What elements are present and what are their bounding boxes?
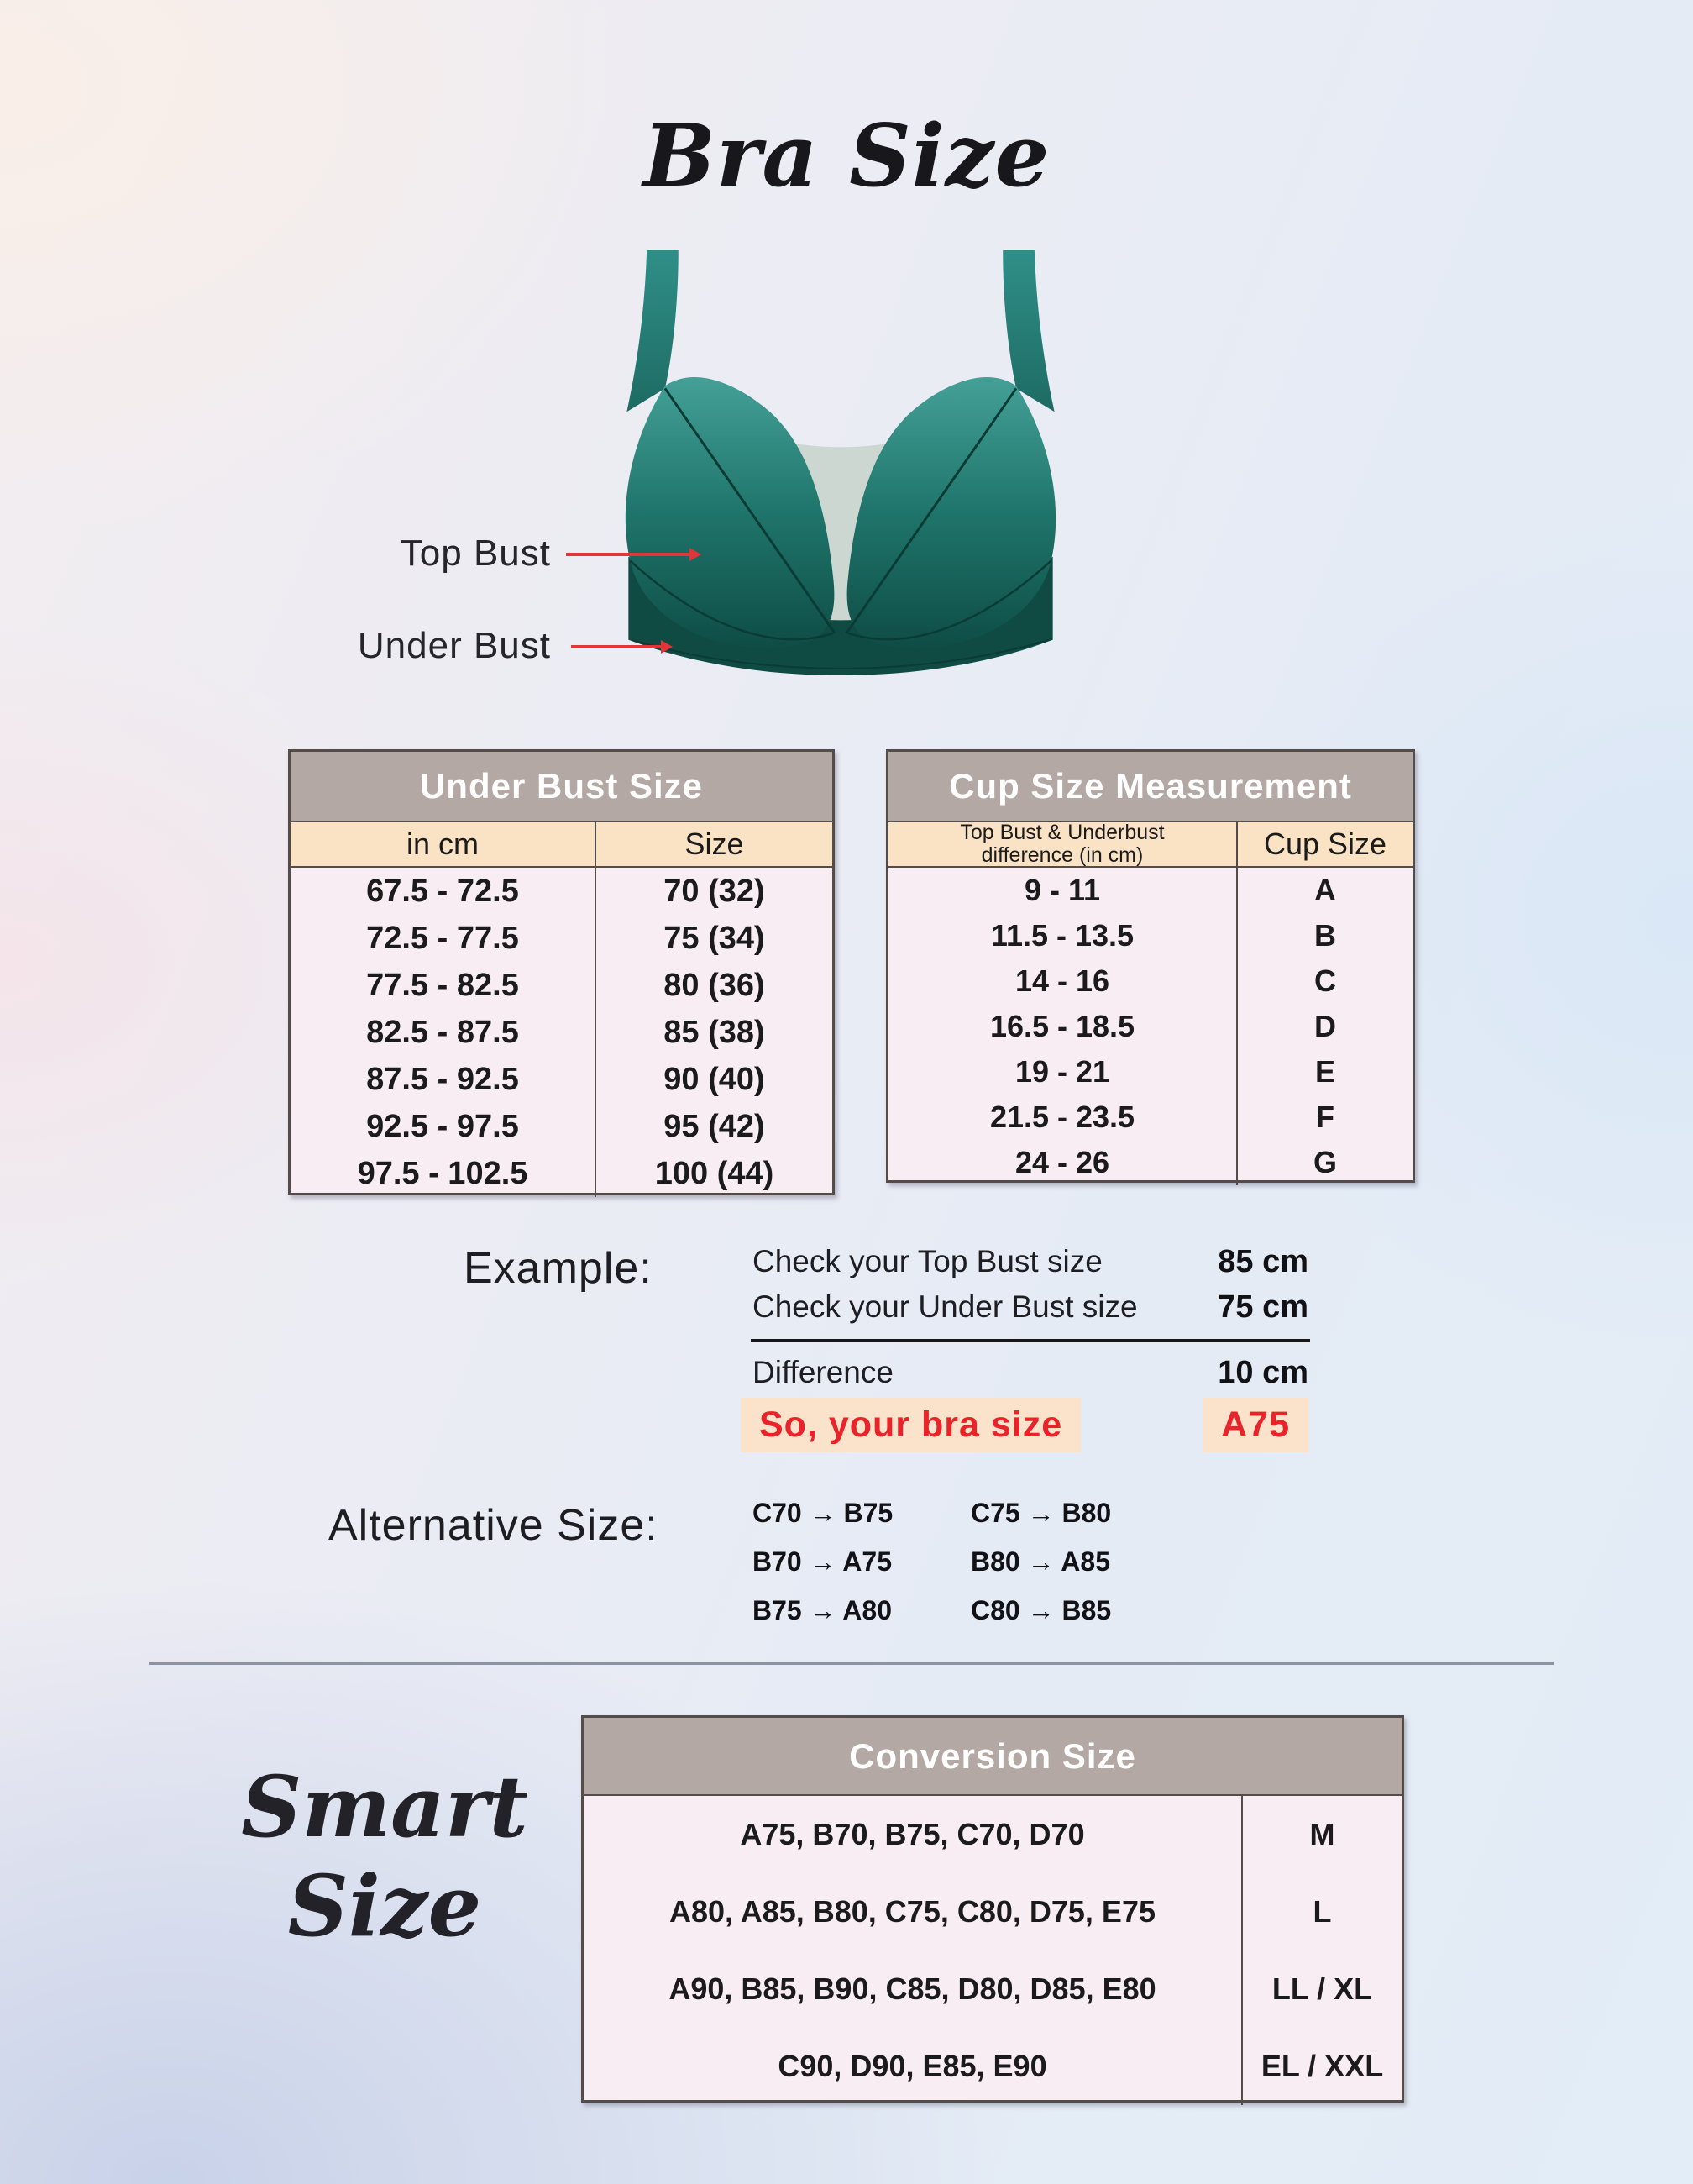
table-row: [888, 1049, 1413, 1095]
example-label: Example:: [464, 1244, 653, 1293]
band-size: 90 (40): [663, 1061, 765, 1097]
diff-range: 21.5 - 23.5: [888, 1095, 1238, 1140]
table-row: [291, 1103, 832, 1150]
band-size: 85 (38): [663, 1014, 765, 1050]
band-size: 70 (32): [663, 873, 765, 909]
band-size: 100 (44): [654, 1155, 774, 1191]
example-result-row: [741, 1398, 1308, 1452]
table-row: [584, 1796, 1402, 1873]
cm-range: 67.5 - 72.5: [291, 868, 596, 915]
size-group: A75, B70, B75, C70, D70: [584, 1796, 1243, 1873]
column-header-size: Size: [684, 827, 744, 861]
alternative-size-label: Alternative Size:: [328, 1501, 658, 1550]
band-size: 95 (42): [663, 1108, 765, 1144]
table-row: [584, 1873, 1402, 1950]
example-row-difference: [752, 1352, 1308, 1393]
example-row-top-bust: [752, 1242, 1308, 1282]
band-size: 80 (36): [663, 967, 765, 1003]
table-row: [888, 1140, 1413, 1185]
diff-range: 11.5 - 13.5: [888, 913, 1238, 958]
cup-table-subheader: [888, 822, 1413, 868]
example-row-text: Difference: [752, 1355, 894, 1389]
diff-range: 16.5 - 18.5: [888, 1004, 1238, 1049]
column-header-difference: [888, 822, 1238, 866]
cup-size-table: [886, 749, 1415, 1183]
top-bust-label: Top Bust: [400, 533, 551, 574]
size-group: A90, B85, B90, C85, D80, D85, E80: [584, 1950, 1243, 2028]
result-value-highlight: A75: [1203, 1398, 1308, 1452]
difference-header-line2: difference (in cm): [981, 843, 1144, 867]
letter-size: LL / XL: [1271, 1971, 1373, 2006]
smart-size-title: [200, 1757, 569, 1956]
table-row: [888, 868, 1413, 913]
cup-letter: D: [1314, 1009, 1336, 1043]
cm-range: 97.5 - 102.5: [291, 1150, 596, 1197]
cm-range: 72.5 - 77.5: [291, 915, 596, 962]
diff-range: 19 - 21: [888, 1049, 1238, 1095]
table-row: [888, 1004, 1413, 1049]
cm-range: 82.5 - 87.5: [291, 1009, 596, 1056]
diff-range: 9 - 11: [888, 868, 1238, 913]
example-row-under-bust: [752, 1287, 1308, 1327]
alternative-pair: B75 → A80: [752, 1594, 892, 1625]
example-row-value: 85 cm: [1218, 1243, 1308, 1279]
example-row-text: Check your Top Bust size: [752, 1244, 1103, 1278]
under-bust-table-title: Under Bust Size: [291, 752, 832, 822]
page-title: Bra Size: [642, 106, 1051, 207]
alternative-pair: C80 → B85: [971, 1594, 1112, 1625]
table-row: [291, 1056, 832, 1103]
alternative-size-grid: [752, 1488, 1127, 1635]
table-row: [291, 868, 832, 915]
cm-range: 87.5 - 92.5: [291, 1056, 596, 1103]
example-sum-rule: [751, 1339, 1310, 1342]
conversion-size-table: [581, 1715, 1404, 2103]
top-bust-pointer-line: [566, 553, 690, 556]
example-row-value: 10 cm: [1218, 1354, 1308, 1390]
letter-size: EL / XXL: [1261, 2049, 1384, 2083]
size-group: A80, A85, B80, C75, C80, D75, E75: [584, 1873, 1243, 1950]
letter-size: L: [1313, 1894, 1332, 1929]
table-row: [291, 1009, 832, 1056]
band-size: 75 (34): [663, 920, 765, 956]
letter-size: M: [1309, 1817, 1335, 1851]
column-header-in-cm: in cm: [291, 822, 596, 866]
cup-table-title: Cup Size Measurement: [888, 752, 1413, 822]
alternative-pair: C70 → B75: [752, 1497, 894, 1528]
example-row-text: Check your Under Bust size: [752, 1289, 1138, 1324]
smart-size-line2: Size: [287, 1856, 482, 1956]
table-row: [584, 2028, 1402, 2105]
section-divider: [149, 1662, 1554, 1665]
table-row: [584, 1950, 1402, 2028]
cup-letter: A: [1314, 873, 1336, 907]
cup-letter: G: [1313, 1145, 1337, 1179]
size-group: C90, D90, E85, E90: [584, 2028, 1243, 2105]
table-row: [888, 958, 1413, 1004]
cup-letter: C: [1314, 963, 1336, 998]
table-row: [291, 1150, 832, 1197]
cm-range: 92.5 - 97.5: [291, 1103, 596, 1150]
conversion-table-title: Conversion Size: [584, 1718, 1402, 1796]
column-header-cup-size: Cup Size: [1263, 827, 1387, 861]
smart-size-line1: Smart: [241, 1757, 528, 1856]
diff-range: 14 - 16: [888, 958, 1238, 1004]
table-row: [888, 913, 1413, 958]
example-row-value: 75 cm: [1218, 1289, 1308, 1325]
under-bust-label: Under Bust: [357, 625, 551, 666]
difference-header-line1: Top Bust & Underbust: [960, 821, 1165, 844]
alternative-pair: C75 → B80: [971, 1497, 1112, 1528]
diff-range: 24 - 26: [888, 1140, 1238, 1185]
cup-letter: E: [1314, 1054, 1335, 1089]
cup-letter: B: [1314, 918, 1336, 953]
bra-left-cup: [626, 377, 835, 648]
bra-illustration: [611, 249, 1071, 702]
under-bust-size-table: [288, 749, 835, 1195]
under-bust-pointer-line: [571, 645, 662, 648]
under-bust-table-subheader: [291, 822, 832, 868]
table-row: [291, 962, 832, 1009]
result-text-highlight: So, your bra size: [741, 1398, 1081, 1452]
table-row: [291, 915, 832, 962]
alternative-pair: B70 → A75: [752, 1546, 892, 1577]
alternative-pair: B80 → A85: [971, 1546, 1110, 1577]
table-row: [888, 1095, 1413, 1140]
bra-right-cup: [847, 377, 1056, 648]
cm-range: 77.5 - 82.5: [291, 962, 596, 1009]
cup-letter: F: [1316, 1100, 1334, 1134]
